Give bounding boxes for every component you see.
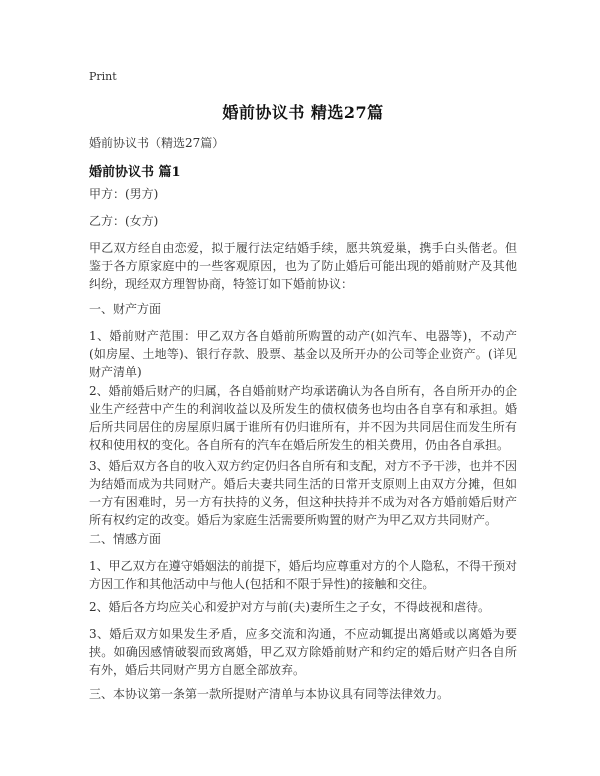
party-b-line: 乙方：(女方) [89,214,159,228]
clause-three: 三、本协议第一条第一款所提财产清单与本协议具有同等法律效力。 [89,687,450,701]
property-clause-3: 3、婚后双方各自的收入双方约定仍归各自所有和支配，对方不予干涉，也并不因为结婚而成为共同财产。婚后夫妻共同生活的日常开支原则上由双方分摊，但如一方有困难时，另一方有扶持的义务，但这种扶持并不成为对各方婚前婚后财产所有权约定的改变。婚后为家庭生活需要所购置的财产为甲乙双方共同财产。 [89,459,517,527]
heading-property: 一、财产方面 [89,302,162,316]
emotion-clause-1: 1、甲乙双方在遵守婚姻法的前提下，婚后均应尊重对方的个人隐私，不得干预对方因工作和其他活动中与他人(包括和不限于异性)的接触和交往。 [89,559,517,591]
section-heading: 婚前协议书 篇1 [89,165,181,180]
document-subtitle: 婚前协议书（精选27篇） [89,136,225,150]
property-clause-1: 1、婚前财产范围：甲乙双方各自婚前所购置的动产(如汽车、电器等)，不动产(如房屋、土地等)、银行存款、股票、基金以及所开办的公司等企业资产。(详见财产清单) [89,329,517,379]
emotion-clause-3: 3、婚后双方如果发生矛盾，应多交流和沟通，不应动辄提出离婚或以离婚为要挟。如确因感情破裂而致离婚，甲乙双方除婚前财产和约定的婚后财产归各自所有外，婚后共同财产男方自愿全部放弃。 [89,627,517,677]
property-clause-2: 2、婚前婚后财产的归属，各自婚前财产均承诺确认为各自所有，各自所开办的企业生产经营中产生的利润收益以及所发生的债权债务也均由各自享有和承担。婚后所共同居住的房屋原归属于谁所有仍归谁所有，并不因为共同居住而发生所有权和使用权的变化。各自所有的汽车在婚后所发生的相关费用，仍由各自承担。 [89,384,517,452]
print-label[interactable]: Print [89,70,117,83]
emotion-clause-2: 2、婚后各方均应关心和爱护对方与前(夫)妻所生之子女，不得歧视和虐待。 [89,600,491,614]
party-a-line: 甲方：(男方) [89,187,159,201]
page-title: 婚前协议书 精选27篇 [222,103,384,122]
preamble-paragraph: 甲乙双方经自由恋爱，拟于履行法定结婚手续，愿共筑爱巢，携手白头偕老。但鉴于各方原家庭中的一些客观原因，也为了防止婚后可能出现的婚前财产及其他纠纷，现经双方理智协商，特签订如下婚前协议： [89,241,517,291]
heading-emotion: 二、情感方面 [89,532,162,546]
